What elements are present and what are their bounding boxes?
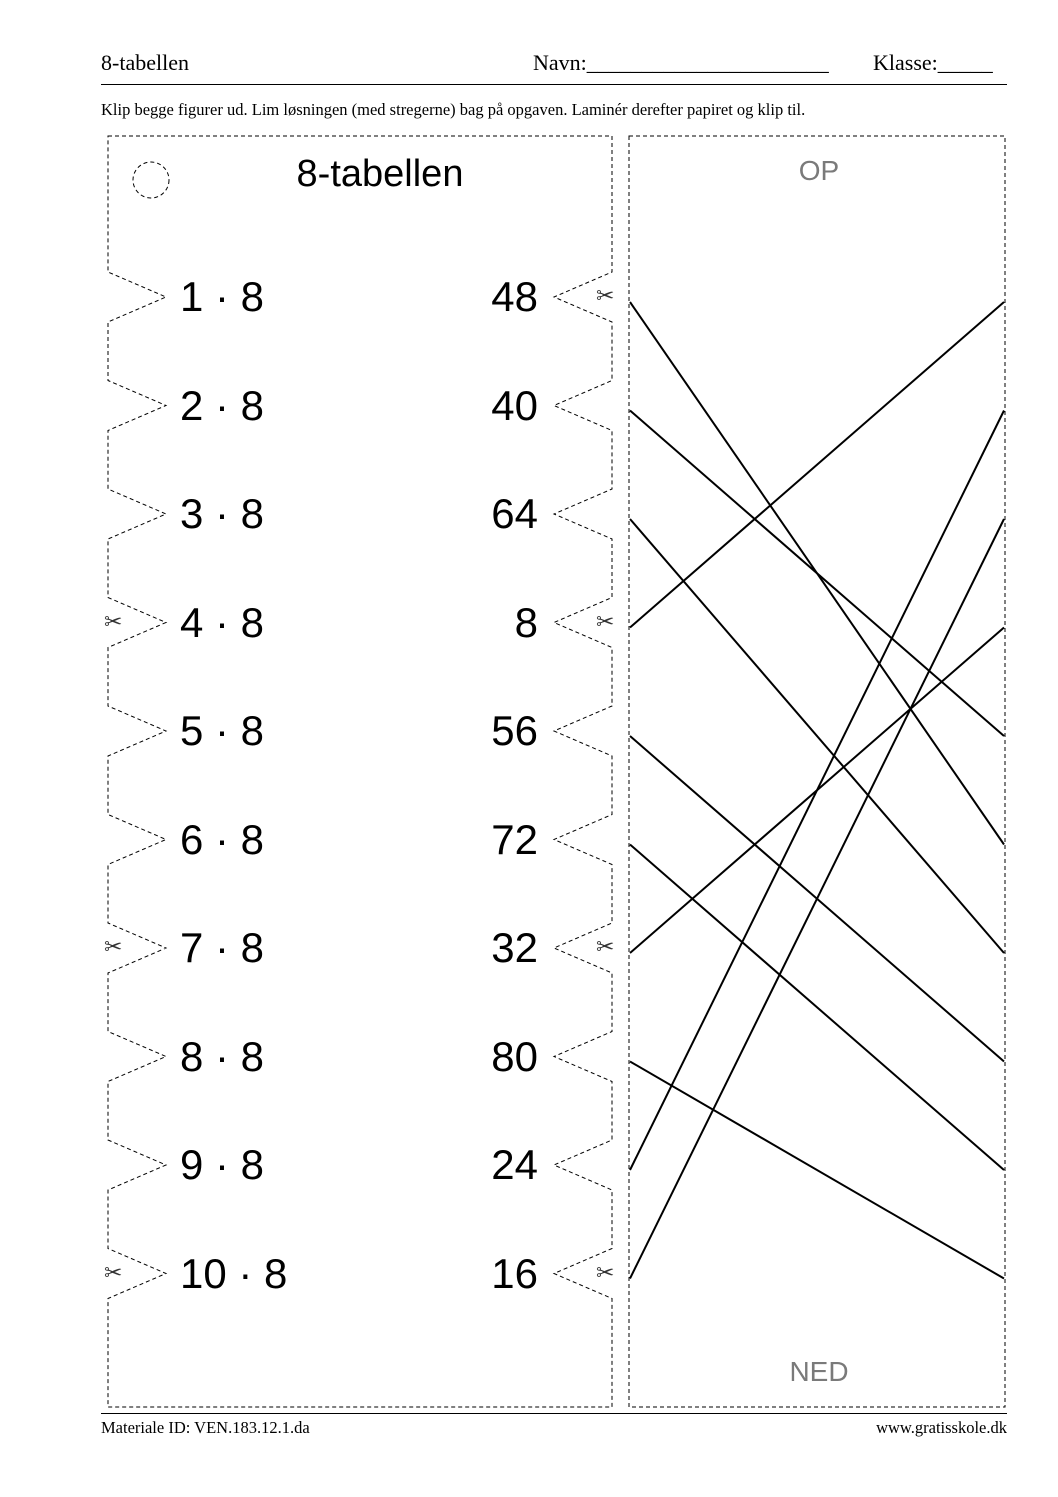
scissors-icon: ✂ [596,609,615,635]
answer-value: 16 [491,1249,538,1297]
scissors-icon: ✂ [596,284,615,309]
answer-value: 72 [491,815,538,863]
multiplication-expression: 6 · 8 [180,815,265,863]
material-id: Materiale ID: VEN.183.12.1.da [101,1418,310,1437]
answer-value: 32 [491,924,538,971]
answer-value: 48 [491,273,538,320]
punch-hole-icon [133,162,169,198]
right-card-cut-outline [629,136,1005,1407]
answer-value: 56 [491,707,538,754]
solution-line [630,411,1004,737]
scissors-icon: ✂ [596,1260,615,1286]
multiplication-expression: 3 · 8 [180,490,265,537]
top-label: OP [798,155,840,186]
website-link: www.gratisskole.dk [876,1418,1007,1437]
class-field-label: Klasse:_____ [873,50,993,75]
multiplication-expression: 1 · 8 [180,273,265,320]
instructions: Klip begge figurer ud. Lim løsningen (med stregerne) bag på opgaven. Laminér derefter papiret og klip til. [101,100,806,119]
card-title: 8-tabellen [296,153,464,195]
worksheet-title: 8-tabellen [101,50,189,75]
bottom-label: NED [789,1356,849,1387]
multiplication-expression: 4 · 8 [180,598,265,646]
solution-line [630,519,1004,953]
name-field-label: Navn:______________________ [533,50,829,75]
solution-line [630,845,1004,1171]
answer-value: 24 [491,1141,538,1188]
scissors-icon: ✂ [104,609,123,635]
left-card-cut-outline [108,136,615,1407]
answer-value: 40 [491,381,538,429]
scissors-icon: ✂ [104,935,123,960]
answer-value: 8 [514,598,538,646]
footer-divider [101,1413,1007,1414]
multiplication-expression: 5 · 8 [180,707,265,754]
solution-line [630,1062,1004,1279]
solution-lines [630,302,1004,1279]
solution-line [630,302,1004,628]
multiplication-expression: 10 · 8 [180,1249,288,1297]
scissors-icon: ✂ [104,1260,123,1286]
zigzag-cut-line [108,136,615,1407]
solution-line [630,519,1004,1279]
multiplication-expression: 8 · 8 [180,1032,265,1080]
multiplication-expression: 7 · 8 [180,924,265,971]
multiplication-expression: 2 · 8 [180,381,265,429]
multiplication-expression: 9 · 8 [180,1141,265,1188]
answer-value: 80 [491,1032,538,1080]
solution-line [630,411,1004,1171]
scissors-icon: ✂ [596,935,615,960]
answer-value: 64 [491,490,538,537]
